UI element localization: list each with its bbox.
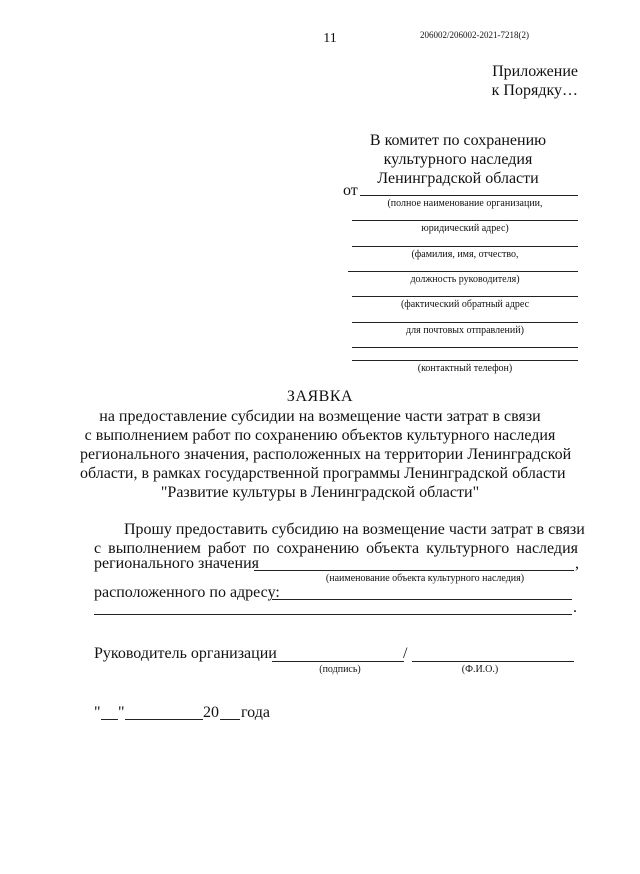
date-open-quote: " [94,704,101,721]
from-label: от [343,182,358,199]
field-signature[interactable] [272,661,404,662]
field-month[interactable] [125,719,203,720]
field-position[interactable] [348,271,578,272]
request-line-2: с выполнением работ по сохранению объекта культурного наследия [94,540,578,557]
signature-label: Руководитель организации [94,645,277,662]
date-year-suffix: года [241,704,270,721]
date-close-quote: " [118,704,125,721]
region-label: регионального значения [94,555,260,572]
caption-legal-address: юридический адрес) [421,223,509,234]
field-phone[interactable] [352,360,578,361]
field-postal-purpose[interactable] [352,322,578,323]
title-line: с выполнением работ по сохранению объектов культурного наследия [84,427,556,444]
caption-position: должность руководителя) [410,274,520,285]
field-address-continued[interactable] [94,614,572,615]
caption-full-name-signature: (Ф.И.О.) [461,664,499,675]
title-line: "Развитие культуры в Ленинградской области" [160,484,480,501]
field-blank-line[interactable] [352,347,578,348]
caption-phone: (контактный телефон) [417,363,513,374]
region-comma: , [575,555,579,572]
address-period: . [573,599,577,616]
date-year-prefix: 20 [203,704,219,721]
field-full-name-signature[interactable] [412,661,574,662]
caption-postal-address: (фактический обратный адрес [400,299,530,310]
title-line: области, в рамках государственной программы Ленинградской области [80,465,566,482]
appendix-line-1: Приложение [492,63,578,80]
field-postal-address[interactable] [352,296,578,297]
title-line: регионального значения, расположенных на территории Ленинградской [80,446,572,463]
page-number: 11 [323,31,337,46]
appendix-note [492,62,578,100]
application-title-body [80,407,572,502]
field-full-name[interactable] [352,246,578,247]
addressee-line-2: культурного наследия [383,151,533,168]
field-object-name[interactable] [254,570,574,571]
addressee-line-3: Ленинградской области [377,170,539,187]
caption-postal-purpose: для почтовых отправлений) [406,325,524,336]
addressee-line-1: В комитет по сохранению [369,132,547,149]
appendix-line-2: к Порядку… [491,82,578,99]
request-paragraph [94,520,585,558]
field-year[interactable] [220,719,240,720]
document-id: 206002/206002-2021-7218(2) [420,30,529,40]
request-line-1: Прошу предоставить субсидию на возмещение части затрат в связи [124,521,585,538]
signature-slash: / [403,645,408,662]
application-title: ЗАЯВКА [286,388,354,405]
field-legal-address[interactable] [352,220,578,221]
caption-org-name: (полное наименование организации, [387,198,543,209]
caption-signature: (подпись) [319,664,361,675]
title-line: на предоставление субсидии на возмещение части затрат в связи [99,408,541,425]
addressee-block [338,131,578,188]
caption-object-name: (наименование объекта культурного наследия) [325,573,525,584]
field-day[interactable] [101,719,118,720]
address-label: расположенного по адресу: [94,584,280,601]
field-org-name[interactable] [360,195,578,196]
caption-full-name: (фамилия, имя, отчество, [411,249,519,260]
field-address[interactable] [272,599,572,600]
